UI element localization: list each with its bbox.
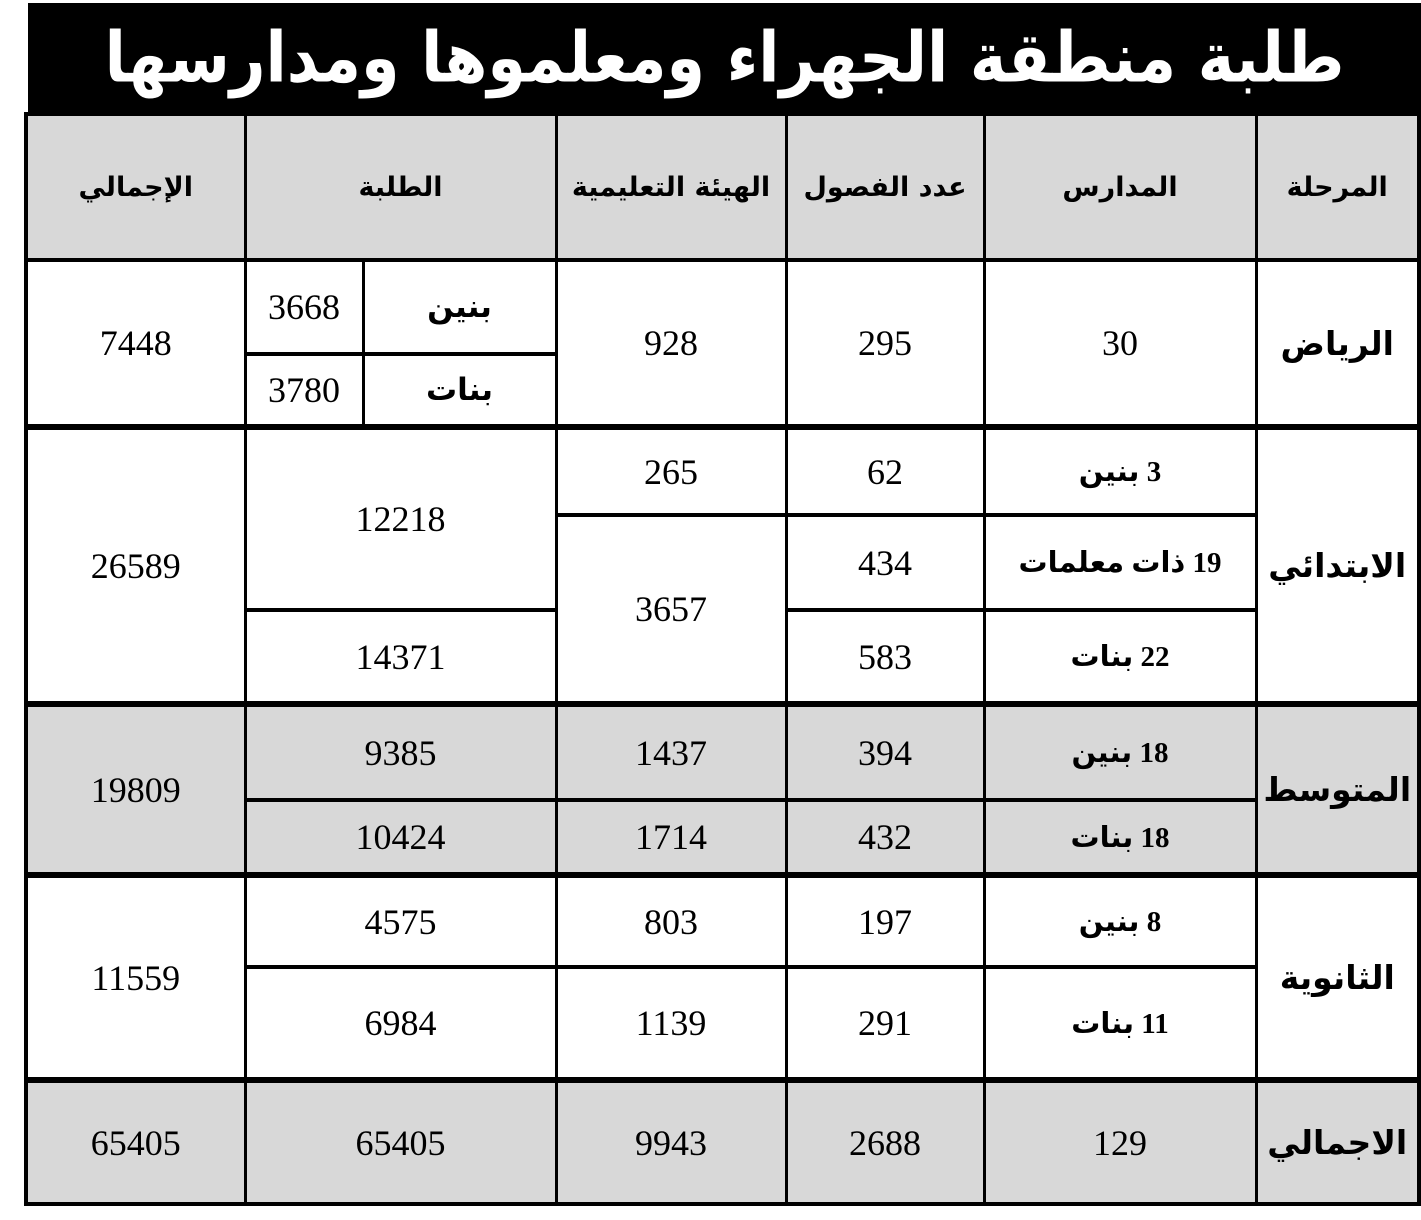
cell-primary-students-boys: 12218 — [245, 427, 556, 610]
cell-intermediate-stage: المتوسط — [1256, 704, 1419, 875]
cell-primary-students-girls: 14371 — [245, 610, 556, 704]
cell-secondary-staff-girls: 1139 — [556, 967, 786, 1080]
cell-secondary-students-boys: 4575 — [245, 875, 556, 967]
cell-kindergarten-girls-label: بنات — [363, 354, 556, 427]
cell-intermediate-students-boys: 9385 — [245, 704, 556, 800]
cell-grand-total-classes: 2688 — [786, 1080, 984, 1204]
cell-grand-total-stage: الاجمالي — [1256, 1080, 1419, 1204]
cell-intermediate-schools-boys: 18 بنين — [984, 704, 1256, 800]
cell-kindergarten-students-girls: 3780 — [245, 354, 363, 427]
header-row — [26, 114, 1419, 260]
cell-secondary-classes-boys: 197 — [786, 875, 984, 967]
col-header-total: الإجمالي — [26, 114, 245, 260]
cell-primary-staff-girls: 3657 — [556, 515, 786, 704]
cell-kindergarten-schools: 30 — [984, 260, 1256, 427]
row-intermediate-boys — [26, 704, 1419, 800]
cell-intermediate-students-girls: 10424 — [245, 800, 556, 875]
cell-grand-total-staff: 9943 — [556, 1080, 786, 1204]
cell-intermediate-staff-boys: 1437 — [556, 704, 786, 800]
cell-kindergarten-students-boys: 3668 — [245, 260, 363, 354]
cell-kindergarten-stage: الرياض — [1256, 260, 1419, 427]
col-header-stage: المرحلة — [1256, 114, 1419, 260]
cell-secondary-staff-boys: 803 — [556, 875, 786, 967]
cell-secondary-schools-boys: 8 بنين — [984, 875, 1256, 967]
cell-grand-total-total: 65405 — [26, 1080, 245, 1204]
cell-intermediate-schools-girls: 18 بنات — [984, 800, 1256, 875]
cell-intermediate-total: 19809 — [26, 704, 245, 875]
cell-primary-classes-girls: 583 — [786, 610, 984, 704]
row-kindergarten-boys — [26, 260, 1419, 354]
cell-primary-classes-boys: 62 — [786, 427, 984, 515]
cell-kindergarten-staff: 928 — [556, 260, 786, 427]
cell-grand-total-students: 65405 — [245, 1080, 556, 1204]
cell-intermediate-classes-girls: 432 — [786, 800, 984, 875]
cell-secondary-classes-girls: 291 — [786, 967, 984, 1080]
col-header-schools: المدارس — [984, 114, 1256, 260]
cell-secondary-stage: الثانوية — [1256, 875, 1419, 1080]
cell-intermediate-classes-boys: 394 — [786, 704, 984, 800]
title-bar — [28, 3, 1421, 112]
cell-grand-total-schools: 129 — [984, 1080, 1256, 1204]
cell-primary-schools-girls: 22 بنات — [984, 610, 1256, 704]
statistics-sheet — [28, 3, 1421, 1206]
col-header-classes: عدد الفصول — [786, 114, 984, 260]
cell-primary-staff-boys: 265 — [556, 427, 786, 515]
cell-primary-schools-female-teachers: 19 ذات معلمات — [984, 515, 1256, 610]
statistics-table — [24, 112, 1421, 1206]
cell-primary-total: 26589 — [26, 427, 245, 704]
cell-primary-classes-female-teachers: 434 — [786, 515, 984, 610]
cell-intermediate-staff-girls: 1714 — [556, 800, 786, 875]
row-grand-total — [26, 1080, 1419, 1204]
cell-primary-stage: الابتدائي — [1256, 427, 1419, 704]
cell-secondary-schools-girls: 11 بنات — [984, 967, 1256, 1080]
cell-secondary-total: 11559 — [26, 875, 245, 1080]
cell-primary-schools-boys: 3 بنين — [984, 427, 1256, 515]
cell-secondary-students-girls: 6984 — [245, 967, 556, 1080]
cell-kindergarten-total: 7448 — [26, 260, 245, 427]
row-secondary-boys — [26, 875, 1419, 967]
row-primary-boys — [26, 427, 1419, 515]
page-title: طلبة منطقة الجهراء ومعلموها ومدارسها — [104, 16, 1345, 99]
col-header-staff: الهيئة التعليمية — [556, 114, 786, 260]
cell-kindergarten-classes: 295 — [786, 260, 984, 427]
col-header-students: الطلبة — [245, 114, 556, 260]
cell-kindergarten-boys-label: بنين — [363, 260, 556, 354]
